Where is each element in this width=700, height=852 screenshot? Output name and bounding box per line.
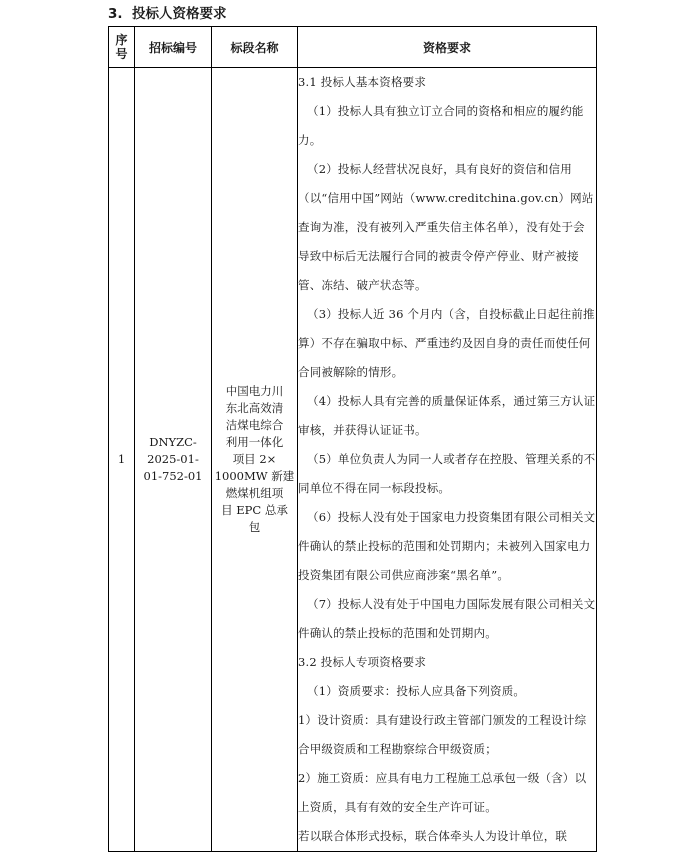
cell-tender-code <box>135 68 212 852</box>
requirement-section-title: 3.1 投标人基本资格要求 <box>298 75 427 89</box>
lot-name-line: 洁煤电综合 <box>225 418 284 432</box>
requirement-item: （1）资质要求：投标人应具备下列资质。 <box>307 684 526 698</box>
lot-name-line: 中国电力川 <box>225 384 284 398</box>
lot-name-line: 目 EPC 总承 <box>221 503 288 517</box>
table-row <box>109 68 597 852</box>
requirement-item: 1）设计资质：具有建设行政主管部门颁发的工程设计综合甲级资质和工程勘察综合甲级资质； <box>298 713 587 756</box>
tender-code-line: 01-752-01 <box>143 469 203 483</box>
section-heading <box>108 4 227 24</box>
header-serial-no-line-1: 序 <box>115 33 128 47</box>
requirement-item: 2）施工资质：应具有电力工程施工总承包一级（含）以上资质，具有有效的安全生产许可证。 <box>298 771 587 814</box>
lot-name-line: 利用一体化 <box>225 435 284 449</box>
header-tender-code: 招标编号 <box>135 27 212 68</box>
requirement-item: （5）单位负责人为同一人或者存在控股、管理关系的不同单位不得在同一标段投标。 <box>298 452 596 495</box>
header-serial-no <box>109 27 135 68</box>
lot-name-line: 燃煤机组项 <box>225 486 284 500</box>
requirement-item: （4）投标人具有完善的质量保证体系，通过第三方认证审核，并获得认证证书。 <box>298 394 596 437</box>
lot-name-line: 项目 2× <box>232 452 277 466</box>
lot-name-line: 包 <box>248 520 261 534</box>
lot-name-line: 东北高效清 <box>225 401 284 415</box>
requirement-item: （2）投标人经营状况良好，具有良好的资信和信用（以“信用中国”网站（www.creditchina.gov.cn）网站查询为准，没有被列入严重失信主体名单），没有处于会导致中标后无法履行合同的被责令停产停业、财产被接管、冻结、破产状态等。 <box>298 162 594 292</box>
tender-code-line: 2025-01- <box>147 452 199 466</box>
header-serial-no-line-2: 号 <box>115 47 128 61</box>
qualification-table <box>108 26 597 852</box>
cell-serial-no: 1 <box>109 68 135 852</box>
requirement-item: （6）投标人没有处于国家电力投资集团有限公司相关文件确认的禁止投标的范围和处罚期内；未被列入国家电力投资集团有限公司供应商涉案“黑名单”。 <box>298 510 596 582</box>
tender-code-line: DNYZC- <box>149 435 197 449</box>
requirement-item: （1）投标人具有独立订立合同的资格和相应的履约能力。 <box>298 104 584 147</box>
lot-name-line: 1000MW 新建 <box>214 469 295 483</box>
section-number: 3. <box>108 6 123 22</box>
cell-lot-name <box>212 68 298 852</box>
cell-requirements <box>298 68 597 852</box>
header-requirements: 资格要求 <box>298 27 597 68</box>
requirement-item: 若以联合体形式投标，联合体牵头人为设计单位，联 <box>298 829 568 843</box>
table-header-row <box>109 27 597 68</box>
requirement-section-title: 3.2 投标人专项资格要求 <box>298 655 427 669</box>
requirement-item: （3）投标人近 36 个月内（含，自投标截止日起往前推算）不存在骗取中标、严重违约及因自身的责任而使任何合同被解除的情形。 <box>298 307 595 379</box>
requirement-item: （7）投标人没有处于中国电力国际发展有限公司相关文件确认的禁止投标的范围和处罚期内。 <box>298 597 596 640</box>
header-lot-name: 标段名称 <box>212 27 298 68</box>
section-title: 投标人资格要求 <box>132 6 227 22</box>
